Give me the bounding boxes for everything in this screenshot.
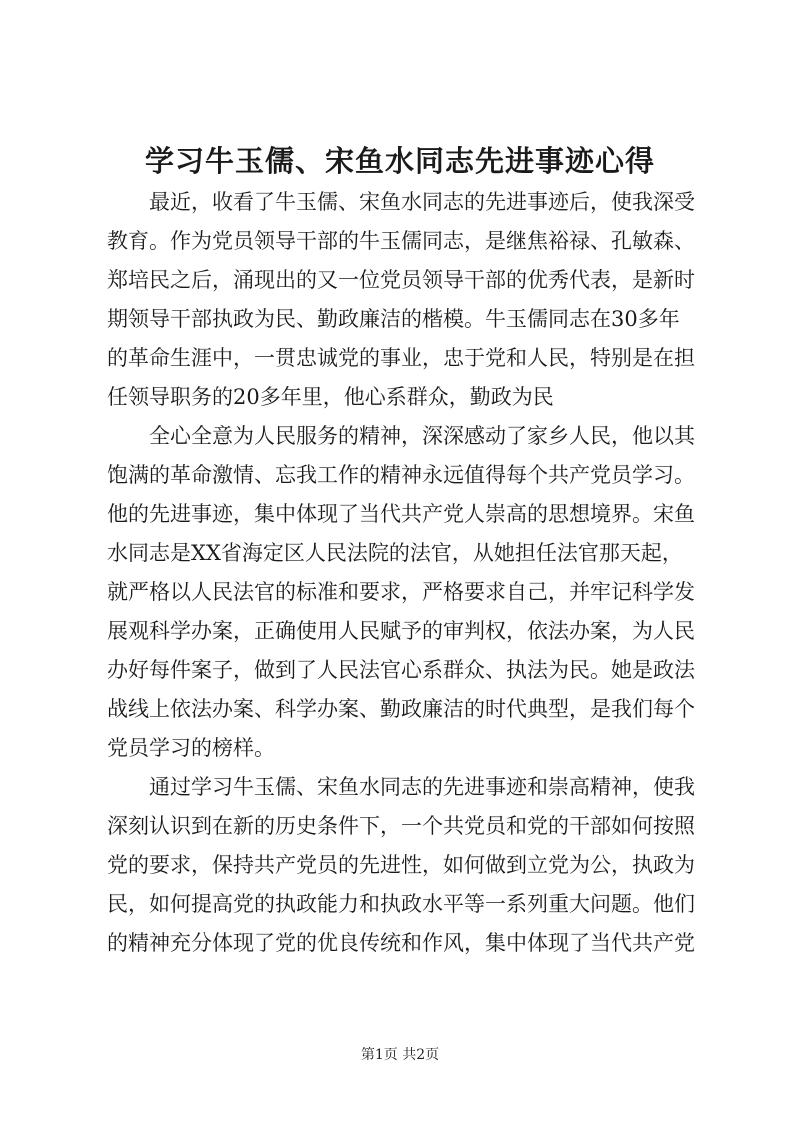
text-line: 战线上依法办案、科学办案、勤政廉洁的时代典型，是我们每个 — [107, 697, 695, 721]
text-line: 就严格以人民法官的标准和要求，严格要求自己，并牢记科学发 — [107, 580, 695, 604]
document-body — [107, 183, 707, 963]
text-line: 的革命生涯中，一贯忠诚党的事业，忠于党和人民，特别是在担 — [107, 346, 695, 370]
text-line: 展观科学办案，正确使用人民赋予的审判权，依法办案，为人民 — [107, 619, 695, 643]
text-line: 全心全意为人民服务的精神，深深感动了家乡人民，他以其 — [149, 424, 695, 448]
text-line: 期领导干部执政为民、勤政廉洁的楷模。牛玉儒同志在30多年 — [107, 307, 680, 331]
text-line: 教育。作为党员领导干部的牛玉儒同志，是继焦裕禄、孔敏森、 — [107, 229, 695, 253]
text-line: 郑培民之后，涌现出的又一位党员领导干部的优秀代表，是新时 — [107, 268, 695, 292]
text-line: 他的先进事迹，集中体现了当代共产党人崇高的思想境界。宋鱼 — [107, 502, 695, 526]
text-line: 民，如何提高党的执政能力和执政水平等一系列重大问题。他们 — [107, 892, 695, 916]
text-line: 饱满的革命激情、忘我工作的精神永远值得每个共产党员学习。 — [107, 463, 695, 487]
page-number: 第1页 共2页 — [360, 1047, 440, 1063]
page-footer — [0, 1045, 800, 1065]
text-line: 最近，收看了牛玉儒、宋鱼水同志的先进事迹后，使我深受 — [149, 190, 695, 214]
text-line: 的精神充分体现了党的优良传统和作风，集中体现了当代共产党 — [107, 931, 695, 955]
text-line: 任领导职务的20多年里，他心系群众，勤政为民 — [107, 385, 554, 409]
text-line: 党员学习的榜样。 — [107, 736, 275, 760]
text-line: 办好每件案子，做到了人民法官心系群众、执法为民。她是政法 — [107, 658, 695, 682]
text-line: 党的要求，保持共产党员的先进性，如何做到立党为公，执政为 — [107, 853, 695, 877]
text-line: 深刻认识到在新的历史条件下，一个共党员和党的干部如何按照 — [107, 814, 695, 838]
document-title: 学习牛玉儒、宋鱼水同志先进事迹心得 — [144, 144, 655, 178]
text-line: 通过学习牛玉儒、宋鱼水同志的先进事迹和崇高精神，使我 — [149, 775, 695, 799]
text-line: 水同志是XX省海定区人民法院的法官，从她担任法官那天起， — [107, 541, 683, 565]
